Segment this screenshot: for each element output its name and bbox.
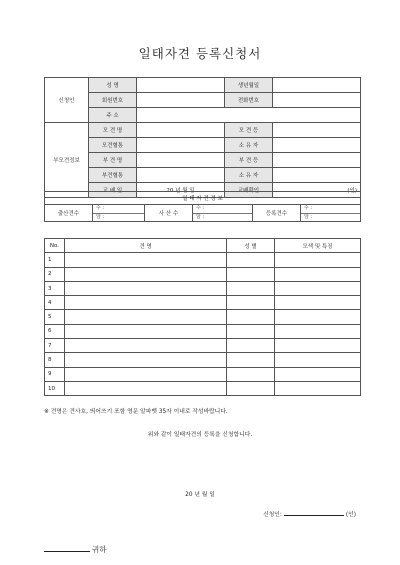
row-name-field[interactable]	[65, 281, 227, 295]
dead-female: 암 :	[193, 213, 252, 222]
name-field[interactable]	[137, 78, 225, 93]
sire-breed-label: 부견혈통	[89, 168, 137, 183]
row-sex-field[interactable]	[227, 281, 275, 295]
col-name-header: 견 명	[65, 239, 227, 253]
table-row	[45, 339, 361, 353]
born-count-field[interactable]	[93, 205, 145, 222]
table-row	[45, 381, 361, 395]
applicant-seal: (인)	[345, 512, 356, 518]
sire-breed-field[interactable]	[137, 168, 225, 183]
row-number: 9	[45, 367, 65, 381]
row-sex-field[interactable]	[227, 310, 275, 324]
row-sex-field[interactable]	[227, 381, 275, 395]
dam-no-label: 모 견 등	[225, 123, 273, 138]
born-count-label: 출산견수	[45, 205, 93, 222]
row-name-field[interactable]	[65, 296, 227, 310]
row-number: 1	[45, 253, 65, 267]
table-row	[45, 281, 361, 295]
form-title: 일태자견 등록신청서	[138, 46, 262, 61]
application-date: 20 년 월 일	[185, 492, 215, 498]
dead-count-field[interactable]	[193, 205, 253, 222]
row-name-field[interactable]	[65, 267, 227, 281]
birthdate-field[interactable]	[273, 78, 361, 93]
row-color-field[interactable]	[275, 281, 361, 295]
row-name-field[interactable]	[65, 253, 227, 267]
row-number: 8	[45, 353, 65, 367]
dam-name-field[interactable]	[137, 123, 225, 138]
applicant-signature	[263, 509, 356, 518]
member-no-field[interactable]	[137, 93, 225, 108]
dam-breed-field[interactable]	[137, 138, 225, 153]
name-rule-note: ※ 견명은 견사호, 띄어쓰기 포함 영문 알파벳 35자 이내로 작성바랍니다.	[44, 409, 228, 415]
row-color-field[interactable]	[275, 381, 361, 395]
table-row	[45, 324, 361, 338]
phone-label: 전화번호	[225, 93, 273, 108]
table-row	[45, 367, 361, 381]
sire-name-field[interactable]	[137, 153, 225, 168]
mating-confirm-label: 교배확인	[225, 183, 273, 198]
row-color-field[interactable]	[275, 353, 361, 367]
table-row	[45, 253, 361, 267]
born-female: 암 :	[93, 213, 144, 222]
dam-owner-label: 소 유 자	[225, 138, 273, 153]
addressee-label: 귀하	[92, 545, 107, 554]
row-number: 2	[45, 267, 65, 281]
row-sex-field[interactable]	[227, 367, 275, 381]
row-sex-field[interactable]	[227, 324, 275, 338]
applicant-sign-line[interactable]	[284, 515, 344, 516]
addressee-line[interactable]	[44, 551, 90, 552]
row-number: 5	[45, 310, 65, 324]
phone-field[interactable]	[273, 93, 361, 108]
row-color-field[interactable]	[275, 267, 361, 281]
row-sex-field[interactable]	[227, 353, 275, 367]
sire-owner-field[interactable]	[273, 168, 361, 183]
sire-no-label: 부 견 등	[225, 153, 273, 168]
registered-count-field[interactable]	[301, 205, 361, 222]
address-field[interactable]	[137, 108, 361, 123]
row-name-field[interactable]	[65, 310, 227, 324]
registered-male: 수 :	[304, 205, 313, 211]
table-row	[45, 310, 361, 324]
sire-name-label: 부 견 명	[89, 153, 137, 168]
row-number: 3	[45, 281, 65, 295]
puppy-list-table	[44, 238, 361, 396]
row-sex-field[interactable]	[227, 339, 275, 353]
row-number: 10	[45, 381, 65, 395]
row-name-field[interactable]	[65, 367, 227, 381]
parents-section-label: 부모견정보	[45, 123, 89, 198]
dam-owner-field[interactable]	[273, 138, 361, 153]
name-label: 성 명	[89, 78, 137, 93]
row-sex-field[interactable]	[227, 253, 275, 267]
born-male: 수 :	[96, 205, 105, 211]
sire-owner-label: 소 유 자	[225, 168, 273, 183]
row-number: 6	[45, 324, 65, 338]
litter-header: 일 태 자 견 정 보	[45, 192, 361, 205]
member-no-label: 회원번호	[89, 93, 137, 108]
address-label: 주 소	[89, 108, 137, 123]
row-number: 4	[45, 296, 65, 310]
dam-no-field[interactable]	[273, 123, 361, 138]
row-sex-field[interactable]	[227, 296, 275, 310]
table-row	[45, 296, 361, 310]
applicant-parents-table	[44, 77, 361, 198]
row-sex-field[interactable]	[227, 267, 275, 281]
dam-breed-label: 모견혈통	[89, 138, 137, 153]
table-row	[45, 353, 361, 367]
col-color-header: 모색 및 특징	[275, 239, 361, 253]
addressee	[44, 544, 107, 555]
sire-no-field[interactable]	[273, 153, 361, 168]
row-color-field[interactable]	[275, 339, 361, 353]
row-name-field[interactable]	[65, 339, 227, 353]
applicant-section-label: 신청인	[45, 78, 89, 123]
registered-female: 암 :	[301, 213, 360, 222]
dead-male: 수 :	[196, 205, 205, 211]
birthdate-label: 생년월일	[225, 78, 273, 93]
row-color-field[interactable]	[275, 296, 361, 310]
applicant-sign-label: 신청인:	[263, 512, 282, 518]
dead-count-label: 사 산 수	[145, 205, 193, 222]
registered-count-label: 등록견수	[253, 205, 301, 222]
row-name-field[interactable]	[65, 381, 227, 395]
row-name-field[interactable]	[65, 324, 227, 338]
mating-confirm-seal[interactable]: (인)	[273, 183, 361, 198]
col-no-header: No.	[45, 239, 65, 253]
row-color-field[interactable]	[275, 253, 361, 267]
request-statement: 위와 같이 일태자견의 등록을 신청합니다.	[147, 432, 253, 438]
row-color-field[interactable]	[275, 367, 361, 381]
dam-name-label: 모 견 명	[89, 123, 137, 138]
mating-date-field[interactable]: 20 년 월 일	[137, 183, 225, 198]
col-sex-header: 성 별	[227, 239, 275, 253]
row-number: 7	[45, 339, 65, 353]
mating-date-label: 교 배 일	[89, 183, 137, 198]
table-row	[45, 267, 361, 281]
row-color-field[interactable]	[275, 310, 361, 324]
row-name-field[interactable]	[65, 353, 227, 367]
litter-info-table	[44, 191, 361, 222]
row-color-field[interactable]	[275, 324, 361, 338]
